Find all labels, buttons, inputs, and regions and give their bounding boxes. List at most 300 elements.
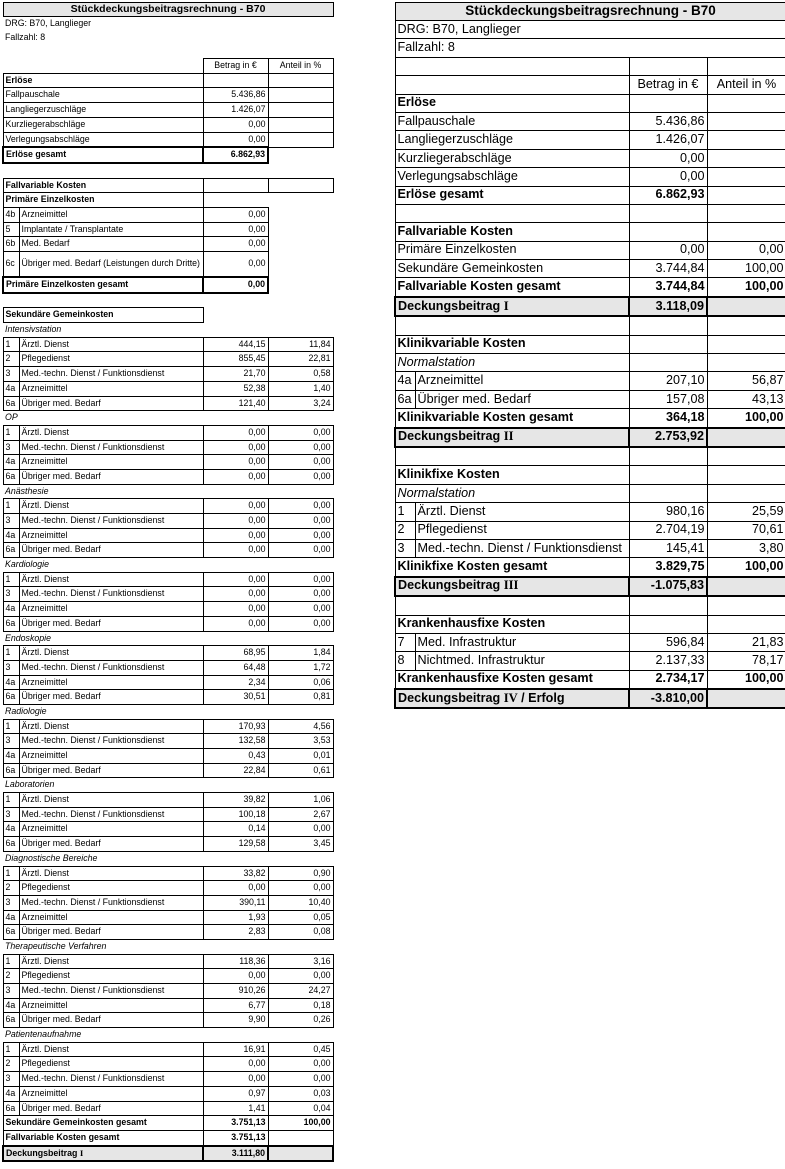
blank	[707, 354, 785, 372]
deckungsbeitrag-betrag: -1.075,83	[629, 577, 707, 596]
total-betrag: 0,00	[203, 277, 268, 293]
station-name: Radiologie	[5, 705, 47, 716]
cost-row	[3, 1013, 333, 1028]
fallvariable-header: Fallvariable Kosten	[3, 178, 203, 193]
anteil: 22,81	[268, 352, 333, 367]
anteil: 3,80	[707, 539, 785, 557]
row-label: Arzneimittel	[415, 372, 629, 390]
cost-row	[3, 499, 333, 514]
row-label: Med.-techn. Dienst / Funktionsdienst	[19, 734, 203, 749]
blank	[268, 1130, 333, 1145]
db-roman: III	[503, 578, 519, 593]
betrag: 0,00	[203, 117, 268, 132]
section-header-row	[395, 223, 785, 241]
row-code: 6a	[3, 1101, 19, 1116]
anteil: 0,00	[268, 1057, 333, 1072]
anteil	[268, 103, 333, 118]
anteil: 1,84	[268, 646, 333, 661]
cost-row	[3, 793, 333, 808]
row-code: 6a	[3, 1013, 19, 1028]
total-betrag: 6.862,93	[629, 186, 707, 204]
anteil: 43,13	[707, 390, 785, 408]
row-code: 4a	[3, 675, 19, 690]
total-anteil: 100,00	[707, 409, 785, 428]
erloese-header: Erlöse	[3, 73, 203, 88]
blank	[3, 59, 203, 74]
anteil: 4,56	[268, 719, 333, 734]
blank	[203, 308, 268, 323]
row-label: Übriger med. Bedarf	[19, 1013, 203, 1028]
cost-row	[3, 396, 333, 411]
deckungsbeitrag-label	[3, 1146, 203, 1162]
anteil: 0,00	[268, 572, 333, 587]
row-code: 6b	[3, 237, 19, 252]
blank	[707, 484, 785, 502]
total-row	[395, 670, 785, 689]
total-row	[395, 278, 785, 297]
station-row	[395, 484, 785, 502]
erloese-header: Erlöse	[395, 94, 629, 112]
row-label: Ärztl. Dienst	[19, 1042, 203, 1057]
row-code: 1	[395, 503, 415, 521]
station-name: OP	[5, 412, 18, 423]
blank	[707, 223, 785, 241]
blank	[268, 73, 333, 88]
cost-row	[3, 602, 333, 617]
anteil	[707, 168, 785, 186]
row-label: Übriger med. Bedarf	[19, 1101, 203, 1116]
betrag: 207,10	[629, 372, 707, 390]
row-label: Pflegedienst	[19, 969, 203, 984]
total-row	[395, 558, 785, 577]
blank	[629, 204, 707, 222]
row-label: Kurzliegerabschläge	[395, 149, 629, 167]
row-label: Sekundäre Gemeinkosten	[395, 260, 629, 278]
betrag: 0,97	[203, 1086, 268, 1101]
row-label: Ärztl. Dienst	[19, 499, 203, 514]
cost-row	[3, 925, 333, 940]
betrag: 3.744,84	[629, 260, 707, 278]
cost-row	[3, 1086, 333, 1101]
erloese-row	[3, 103, 333, 118]
anteil: 78,17	[707, 652, 785, 670]
row-code: 4a	[3, 602, 19, 617]
cost-row	[395, 260, 785, 278]
betrag: 157,08	[629, 390, 707, 408]
cost-row	[3, 675, 333, 690]
total-label: Erlöse gesamt	[3, 147, 203, 163]
row-label: Arzneimittel	[19, 455, 203, 470]
anteil: 1,06	[268, 793, 333, 808]
cost-row	[3, 660, 333, 675]
total-betrag: 3.744,84	[629, 278, 707, 297]
total-betrag: 3.751,13	[203, 1130, 268, 1145]
station-name: Anästhesie	[5, 485, 49, 496]
cost-row	[3, 1072, 333, 1087]
cost-row	[3, 749, 333, 764]
betrag: 2.137,33	[629, 652, 707, 670]
row-label: Fallpauschale	[395, 112, 629, 130]
betrag: 6,77	[203, 998, 268, 1013]
row-label: Verlegungsabschläge	[3, 132, 203, 147]
betrag: 910,26	[203, 984, 268, 999]
cost-row	[3, 866, 333, 881]
betrag: 0,00	[203, 132, 268, 147]
row-label: Med. Infrastruktur	[415, 633, 629, 651]
col-betrag: Betrag in €	[203, 59, 268, 74]
station-name: Laboratorien	[5, 779, 55, 790]
station-row	[3, 704, 333, 719]
betrag: 0,00	[203, 455, 268, 470]
betrag: 0,00	[203, 252, 268, 278]
betrag: 0,00	[203, 499, 268, 514]
row-code: 4a	[3, 455, 19, 470]
row-label: Übriger med. Bedarf	[19, 543, 203, 558]
anteil: 0,00	[268, 602, 333, 617]
row-label: Ärztl. Dienst	[19, 337, 203, 352]
fallzahl-text: Fallzahl: 8	[5, 31, 46, 42]
blank	[707, 689, 785, 708]
row-code: 1	[3, 954, 19, 969]
spacer	[395, 596, 629, 615]
deckungsbeitrag-label	[395, 428, 629, 447]
primaere-row	[3, 237, 333, 252]
row-code: 2	[3, 969, 19, 984]
total-label: Klinikfixe Kosten gesamt	[395, 558, 629, 577]
cost-row	[3, 910, 333, 925]
row-label: Med.-techn. Dienst / Funktionsdienst	[19, 984, 203, 999]
erloese-total-row	[3, 147, 333, 163]
blank	[707, 335, 785, 353]
title-row	[395, 3, 785, 21]
cost-row	[395, 521, 785, 539]
station-row	[3, 484, 333, 499]
cost-row	[3, 763, 333, 778]
db-label: Deckungsbeitrag	[398, 429, 501, 444]
cost-row	[3, 984, 333, 999]
row-code: 7	[395, 633, 415, 651]
row-code: 6a	[3, 543, 19, 558]
row-code: 6a	[3, 616, 19, 631]
erloese-row	[395, 149, 785, 167]
anteil: 0,90	[268, 866, 333, 881]
blank	[268, 252, 333, 278]
cost-row	[3, 616, 333, 631]
left-table	[2, 2, 334, 1162]
row-code: 3	[3, 895, 19, 910]
row-label: Arzneimittel	[19, 675, 203, 690]
drg-row	[3, 17, 333, 31]
erloese-row	[395, 168, 785, 186]
section-header-row	[3, 178, 333, 193]
anteil: 0,00	[268, 616, 333, 631]
section-header-row	[395, 615, 785, 633]
primaere-row	[3, 252, 333, 278]
blank	[707, 316, 785, 335]
anteil: 3,16	[268, 954, 333, 969]
total-label: Klinikvariable Kosten gesamt	[395, 409, 629, 428]
station-row	[3, 851, 333, 866]
row-label: Übriger med. Bedarf	[415, 390, 629, 408]
anteil	[268, 88, 333, 103]
betrag: 0,00	[629, 149, 707, 167]
anteil: 70,61	[707, 521, 785, 539]
col-anteil: Anteil in %	[268, 59, 333, 74]
anteil: 0,01	[268, 749, 333, 764]
betrag: 21,70	[203, 367, 268, 382]
row-code: 4a	[3, 910, 19, 925]
total-anteil: 100,00	[707, 670, 785, 689]
krankenhausfixe-header: Krankenhausfixe Kosten	[395, 615, 629, 633]
anteil: 1,72	[268, 660, 333, 675]
row-code: 6c	[3, 252, 19, 278]
anteil: 2,67	[268, 807, 333, 822]
betrag: 0,00	[203, 207, 268, 222]
betrag: 118,36	[203, 954, 268, 969]
row-code: 4a	[3, 1086, 19, 1101]
row-label: Arzneimittel	[19, 207, 203, 222]
cost-row	[3, 1101, 333, 1116]
row-label: Pflegedienst	[19, 1057, 203, 1072]
anteil: 0,00	[268, 455, 333, 470]
anteil: 21,83	[707, 633, 785, 651]
cost-row	[3, 352, 333, 367]
row-label: Arzneimittel	[19, 749, 203, 764]
station-name: Patientenaufnahme	[5, 1029, 82, 1040]
station-row	[3, 939, 333, 954]
deckungsbeitrag-label	[395, 297, 629, 316]
cost-row	[395, 652, 785, 670]
db-suffix: / Erfolg	[517, 690, 565, 705]
anteil: 0,00	[268, 528, 333, 543]
spacer	[395, 57, 629, 75]
row-code: 3	[3, 367, 19, 382]
row-label: Ärztl. Dienst	[19, 954, 203, 969]
spacer	[395, 204, 629, 222]
total-row	[395, 409, 785, 428]
section-header-row	[3, 73, 333, 88]
blank	[707, 447, 785, 466]
anteil: 1,40	[268, 381, 333, 396]
db1-row	[3, 1146, 333, 1162]
anteil	[268, 132, 333, 147]
erloese-row	[395, 112, 785, 130]
erloese-row	[3, 88, 333, 103]
row-code: 1	[3, 1042, 19, 1057]
page-title: Stückdeckungsbeitragsrechnung - B70	[395, 3, 785, 21]
station-row	[395, 354, 785, 372]
right-table	[394, 2, 785, 709]
cost-row	[3, 807, 333, 822]
row-code: 6a	[3, 690, 19, 705]
betrag: 0,00	[203, 881, 268, 896]
betrag: 0,00	[203, 1057, 268, 1072]
deckungsbeitrag-row	[395, 689, 785, 708]
cost-row	[3, 528, 333, 543]
betrag: 0,00	[203, 440, 268, 455]
deckungsbeitrag-betrag: 3.111,80	[203, 1146, 268, 1162]
row-code: 2	[395, 521, 415, 539]
row-code: 1	[3, 337, 19, 352]
betrag: 1.426,07	[203, 103, 268, 118]
anteil: 0,61	[268, 763, 333, 778]
betrag: 2.704,19	[629, 521, 707, 539]
row-code: 1	[3, 646, 19, 661]
betrag: 980,16	[629, 503, 707, 521]
betrag: 0,00	[203, 616, 268, 631]
row-code: 3	[395, 539, 415, 557]
blank	[629, 223, 707, 241]
betrag: 52,38	[203, 381, 268, 396]
total-betrag: 2.734,17	[629, 670, 707, 689]
column-header-row	[3, 59, 333, 74]
anteil: 0,04	[268, 1101, 333, 1116]
row-label: Med.-techn. Dienst / Funktionsdienst	[19, 514, 203, 529]
cost-row	[3, 822, 333, 837]
total-anteil: 100,00	[268, 1116, 333, 1131]
station-row	[3, 411, 333, 426]
cost-row	[3, 969, 333, 984]
blank	[707, 186, 785, 204]
betrag: 39,82	[203, 793, 268, 808]
station-name: Intensivstation	[5, 324, 62, 335]
row-label: Fallpauschale	[3, 88, 203, 103]
betrag: 64,48	[203, 660, 268, 675]
blank	[395, 76, 629, 94]
anteil: 3,24	[268, 396, 333, 411]
betrag: 1,41	[203, 1101, 268, 1116]
spacer	[3, 163, 333, 178]
station-row	[3, 1028, 333, 1043]
row-code: 1	[3, 572, 19, 587]
blank	[203, 193, 268, 208]
primaere-row	[3, 222, 333, 237]
cost-row	[395, 372, 785, 390]
total-anteil: 100,00	[707, 558, 785, 577]
row-label: Med.-techn. Dienst / Funktionsdienst	[19, 367, 203, 382]
row-code: 4a	[3, 998, 19, 1013]
blank	[268, 147, 333, 163]
cost-row	[3, 881, 333, 896]
spacer-row	[3, 44, 333, 58]
col-anteil: Anteil in %	[707, 76, 785, 94]
betrag: 2,34	[203, 675, 268, 690]
blank	[707, 57, 785, 75]
anteil: 0,00	[268, 543, 333, 558]
spacer	[395, 316, 629, 335]
blank	[707, 596, 785, 615]
blank	[629, 447, 707, 466]
row-label: Med. Bedarf	[19, 237, 203, 252]
erloese-row	[395, 131, 785, 149]
betrag: 170,93	[203, 719, 268, 734]
blank	[707, 204, 785, 222]
row-label: Übriger med. Bedarf	[19, 837, 203, 852]
anteil	[707, 112, 785, 130]
row-code: 2	[3, 881, 19, 896]
station-name: Diagnostische Bereiche	[5, 852, 98, 863]
row-label: Pflegedienst	[415, 521, 629, 539]
row-code: 8	[395, 652, 415, 670]
spacer-row	[3, 163, 333, 178]
row-label: Arzneimittel	[19, 381, 203, 396]
cost-row	[3, 895, 333, 910]
col-betrag: Betrag in €	[629, 76, 707, 94]
section-header-row	[3, 308, 333, 323]
cost-row	[3, 455, 333, 470]
total-label: Erlöse gesamt	[395, 186, 629, 204]
row-label: Übriger med. Bedarf	[19, 690, 203, 705]
row-code: 6a	[395, 390, 415, 408]
station-name: Endoskopie	[5, 632, 51, 643]
erloese-row	[3, 132, 333, 147]
fv-total-row	[3, 1130, 333, 1145]
deckungsbeitrag-row	[395, 428, 785, 447]
row-code: 1	[3, 499, 19, 514]
cost-row	[3, 1057, 333, 1072]
row-label: Ärztl. Dienst	[19, 719, 203, 734]
row-label: Pflegedienst	[19, 352, 203, 367]
cost-row	[395, 539, 785, 557]
row-code: 3	[3, 807, 19, 822]
anteil: 11,84	[268, 337, 333, 352]
spacer-row	[3, 293, 333, 308]
anteil: 0,00	[268, 969, 333, 984]
blank	[707, 428, 785, 447]
anteil	[707, 149, 785, 167]
row-code: 3	[3, 514, 19, 529]
anteil: 24,27	[268, 984, 333, 999]
row-code: 4a	[3, 822, 19, 837]
anteil: 0,18	[268, 998, 333, 1013]
drg-text: DRG: B70, Langlieger	[5, 18, 92, 28]
sek-total-row	[3, 1116, 333, 1131]
anteil: 0,03	[268, 1086, 333, 1101]
row-label: Med.-techn. Dienst / Funktionsdienst	[19, 587, 203, 602]
row-label: Implantate / Transplantate	[19, 222, 203, 237]
betrag: 9,90	[203, 1013, 268, 1028]
primaere-total-row	[3, 277, 333, 293]
spacer-row	[395, 57, 785, 75]
betrag: 0,00	[203, 469, 268, 484]
betrag: 0,00	[203, 425, 268, 440]
betrag: 0,00	[203, 514, 268, 529]
row-code: 4a	[3, 749, 19, 764]
betrag: 22,84	[203, 763, 268, 778]
blank	[707, 297, 785, 316]
section-header-row	[395, 335, 785, 353]
blank	[268, 193, 333, 208]
row-label: Ärztl. Dienst	[19, 793, 203, 808]
anteil: 0,00	[268, 1072, 333, 1087]
drg-row	[395, 21, 785, 39]
row-label: Arzneimittel	[19, 602, 203, 617]
column-header-row	[395, 76, 785, 94]
row-label: Arzneimittel	[19, 998, 203, 1013]
row-code: 6a	[3, 837, 19, 852]
betrag: 33,82	[203, 866, 268, 881]
cost-row	[3, 440, 333, 455]
anteil: 3,45	[268, 837, 333, 852]
anteil: 25,59	[707, 503, 785, 521]
blank	[268, 308, 333, 323]
fallvariable-header: Fallvariable Kosten	[395, 223, 629, 241]
row-label: Ärztl. Dienst	[19, 646, 203, 661]
anteil: 0,06	[268, 675, 333, 690]
station-name: Normalstation	[395, 354, 629, 372]
row-code: 6a	[3, 396, 19, 411]
blank	[203, 73, 268, 88]
